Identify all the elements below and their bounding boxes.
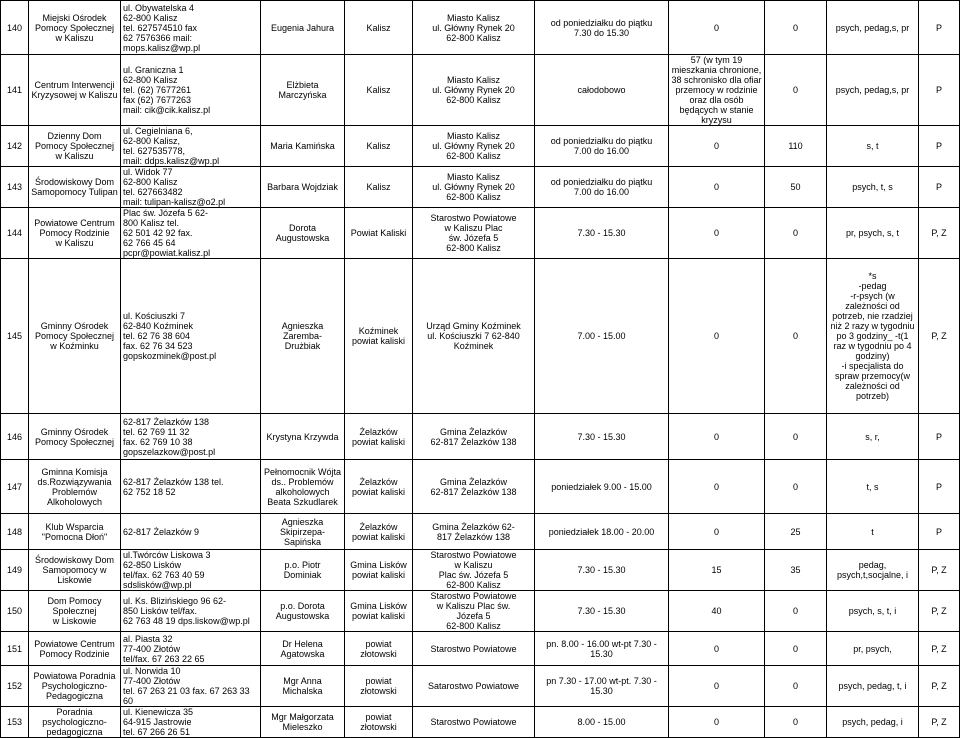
institution-address-cell: ul. Widok 77 62-800 Kalisz tel. 627663482 mail: tulipan-kalisz@o2.pl bbox=[121, 167, 261, 208]
services-cell: pedag, psych,t,socjalne, i bbox=[827, 550, 919, 591]
places-cell: 0 bbox=[669, 707, 765, 738]
opening-hours-cell: 7.30 - 15.30 bbox=[535, 414, 669, 460]
row-number-cell: 142 bbox=[1, 126, 29, 167]
places-cell: 0 bbox=[669, 414, 765, 460]
services-cell: t, s bbox=[827, 460, 919, 514]
table-row bbox=[1, 55, 960, 126]
table-body bbox=[1, 1, 960, 738]
head-person-cell: Agnieszka Zaremba- Drużbiak bbox=[261, 259, 345, 414]
institution-name-cell: Gminny Ośrodek Pomocy Społecznej w Koźminku bbox=[29, 259, 121, 414]
opening-hours-cell: 7.30 - 15.30 bbox=[535, 208, 669, 259]
opening-hours-cell: całodobowo bbox=[535, 55, 669, 126]
row-number-cell: 148 bbox=[1, 514, 29, 550]
places-cell: 15 bbox=[669, 550, 765, 591]
places-cell: 0 bbox=[669, 259, 765, 414]
institution-name-cell: Gminny Ośrodek Pomocy Społecznej bbox=[29, 414, 121, 460]
institution-name-cell: Gminna Komisja ds.Rozwiązywania Problemów Alkoholowych bbox=[29, 460, 121, 514]
area-cell: powiat złotowski bbox=[345, 707, 413, 738]
institution-address-cell: Plac św. Józefa 5 62- 800 Kalisz tel. 62 501 42 92 fax. 62 766 45 64 pcpr@powiat.kalisz.pl bbox=[121, 208, 261, 259]
services-cell: t bbox=[827, 514, 919, 550]
head-person-cell: Barbara Wojdziak bbox=[261, 167, 345, 208]
services-cell: psych, pedag, t, i bbox=[827, 666, 919, 707]
help-type-cell: P bbox=[919, 55, 960, 126]
opening-hours-cell: 7.30 - 15.30 bbox=[535, 550, 669, 591]
head-person-cell: Agnieszka Skipirzepa- Sapińska bbox=[261, 514, 345, 550]
table-row bbox=[1, 167, 960, 208]
row-number-cell: 140 bbox=[1, 1, 29, 55]
governing-body-cell: Satarostwo Powiatowe bbox=[413, 666, 535, 707]
area-cell: Żelazków powiat kaliski bbox=[345, 460, 413, 514]
head-person-cell: Mgr Anna Michalska bbox=[261, 666, 345, 707]
table-row bbox=[1, 514, 960, 550]
row-number-cell: 153 bbox=[1, 707, 29, 738]
table-row bbox=[1, 632, 960, 666]
help-type-cell: P bbox=[919, 460, 960, 514]
extra-count-cell: 50 bbox=[765, 167, 827, 208]
head-person-cell: Maria Kamińska bbox=[261, 126, 345, 167]
governing-body-cell: Starostwo Powiatowe w Kaliszu Plac św. Józefa 5 62-800 Kalisz bbox=[413, 591, 535, 632]
row-number-cell: 145 bbox=[1, 259, 29, 414]
places-cell: 0 bbox=[669, 632, 765, 666]
institution-address-cell: ul.Twórców Liskowa 3 62-850 Lisków tel/fax. 62 763 40 59 sdslisków@wp.pl bbox=[121, 550, 261, 591]
governing-body-cell: Urząd Gminy Koźminek ul. Kościuszki 7 62-840 Koźminek bbox=[413, 259, 535, 414]
extra-count-cell: 0 bbox=[765, 707, 827, 738]
area-cell: Kalisz bbox=[345, 126, 413, 167]
table-row bbox=[1, 707, 960, 738]
places-cell: 0 bbox=[669, 167, 765, 208]
extra-count-cell: 0 bbox=[765, 632, 827, 666]
area-cell: Kalisz bbox=[345, 1, 413, 55]
head-person-cell: Pełnomocnik Wójta ds.. Problemów alkoholowych Beata Szkudlarek bbox=[261, 460, 345, 514]
institution-name-cell: Centrum Interwencji Kryzysowej w Kaliszu bbox=[29, 55, 121, 126]
places-cell: 0 bbox=[669, 666, 765, 707]
places-cell: 0 bbox=[669, 1, 765, 55]
institution-name-cell: Dom Pomocy Społecznej w Liskowie bbox=[29, 591, 121, 632]
extra-count-cell: 0 bbox=[765, 208, 827, 259]
services-cell: psych, s, t, i bbox=[827, 591, 919, 632]
row-number-cell: 141 bbox=[1, 55, 29, 126]
places-cell: 0 bbox=[669, 514, 765, 550]
opening-hours-cell: 7.30 - 15.30 bbox=[535, 591, 669, 632]
table-row bbox=[1, 1, 960, 55]
extra-count-cell: 110 bbox=[765, 126, 827, 167]
help-type-cell: P bbox=[919, 1, 960, 55]
institution-address-cell: ul. Graniczna 1 62-800 Kalisz tel. (62) 7677261 fax (62) 7677263 mail: cik@cik.kalisz.pl bbox=[121, 55, 261, 126]
head-person-cell: p.o. Dorota Augustowska bbox=[261, 591, 345, 632]
extra-count-cell: 0 bbox=[765, 414, 827, 460]
institution-address-cell: ul. Kienewicza 35 64-915 Jastrowie tel. 67 266 26 51 bbox=[121, 707, 261, 738]
institution-address-cell: ul. Kościuszki 7 62-840 Koźminek tel. 62 76 38 604 fax. 62 76 34 523 gopskozminek@post.pl bbox=[121, 259, 261, 414]
table-row bbox=[1, 591, 960, 632]
services-cell: psych, t, s bbox=[827, 167, 919, 208]
area-cell: Koźminek powiat kaliski bbox=[345, 259, 413, 414]
services-cell: pr, psych, bbox=[827, 632, 919, 666]
help-type-cell: P, Z bbox=[919, 550, 960, 591]
row-number-cell: 149 bbox=[1, 550, 29, 591]
opening-hours-cell: poniedziałek 18.00 - 20.00 bbox=[535, 514, 669, 550]
institution-address-cell: 62-817 Żelazków 138 tel. 62 752 18 52 bbox=[121, 460, 261, 514]
extra-count-cell: 0 bbox=[765, 259, 827, 414]
row-number-cell: 150 bbox=[1, 591, 29, 632]
help-type-cell: P, Z bbox=[919, 666, 960, 707]
services-cell: pr, psych, s, t bbox=[827, 208, 919, 259]
area-cell: Kalisz bbox=[345, 55, 413, 126]
services-cell: s, r, bbox=[827, 414, 919, 460]
governing-body-cell: Miasto Kalisz ul. Główny Rynek 20 62-800 Kalisz bbox=[413, 126, 535, 167]
help-type-cell: P, Z bbox=[919, 591, 960, 632]
opening-hours-cell: od poniedziałku do piątku 7.00 do 16.00 bbox=[535, 126, 669, 167]
help-type-cell: P bbox=[919, 414, 960, 460]
services-cell: *s -pedag -r-psych (w zależności od potrzeb, nie rzadziej niż 2 razy w tygodniu po 3 godziny_ -t(1 raz w tygodniu po 4 godziny) -i specjalista do spraw przemocy(w zależności od potrzeb) bbox=[827, 259, 919, 414]
help-type-cell: P, Z bbox=[919, 707, 960, 738]
row-number-cell: 143 bbox=[1, 167, 29, 208]
opening-hours-cell: poniedziałek 9.00 - 15.00 bbox=[535, 460, 669, 514]
opening-hours-cell: pn. 8.00 - 16.00 wt-pt 7.30 - 15.30 bbox=[535, 632, 669, 666]
row-number-cell: 151 bbox=[1, 632, 29, 666]
governing-body-cell: Gmina Żelazków 62-817 Żelazków 138 bbox=[413, 460, 535, 514]
head-person-cell: Dorota Augustowska bbox=[261, 208, 345, 259]
extra-count-cell: 0 bbox=[765, 591, 827, 632]
governing-body-cell: Gmina Żelazków 62-817 Żelazków 138 bbox=[413, 414, 535, 460]
opening-hours-cell: 7.00 - 15.00 bbox=[535, 259, 669, 414]
governing-body-cell: Starostwo Powiatowe w Kaliszu Plac św. Józefa 5 62-800 Kalisz bbox=[413, 550, 535, 591]
institution-address-cell: ul. Norwida 10 77-400 Złotów tel. 67 263 21 03 fax. 67 263 33 60 bbox=[121, 666, 261, 707]
extra-count-cell: 0 bbox=[765, 1, 827, 55]
area-cell: powiat złotowski bbox=[345, 632, 413, 666]
services-cell: psych, pedag, i bbox=[827, 707, 919, 738]
table-row bbox=[1, 259, 960, 414]
institution-name-cell: Środowiskowy Dom Samopomocy w Liskowie bbox=[29, 550, 121, 591]
governing-body-cell: Gmina Żelazków 62- 817 Żelazków 138 bbox=[413, 514, 535, 550]
help-type-cell: P, Z bbox=[919, 259, 960, 414]
extra-count-cell: 35 bbox=[765, 550, 827, 591]
services-cell: psych, pedag,s, pr bbox=[827, 1, 919, 55]
places-cell: 40 bbox=[669, 591, 765, 632]
governing-body-cell: Starostwo Powiatowe bbox=[413, 707, 535, 738]
places-cell: 57 (w tym 19 mieszkania chronione, 38 schronisko dla ofiar przemocy w rodzinie oraz dla osób będących w stanie kryzysu bbox=[669, 55, 765, 126]
area-cell: Powiat Kaliski bbox=[345, 208, 413, 259]
places-cell: 0 bbox=[669, 460, 765, 514]
opening-hours-cell: pn 7.30 - 17.00 wt-pt. 7.30 - 15.30 bbox=[535, 666, 669, 707]
opening-hours-cell: 8.00 - 15.00 bbox=[535, 707, 669, 738]
institution-name-cell: Klub Wsparcia "Pomocna Dłoń" bbox=[29, 514, 121, 550]
help-type-cell: P, Z bbox=[919, 632, 960, 666]
extra-count-cell: 0 bbox=[765, 666, 827, 707]
extra-count-cell: 0 bbox=[765, 460, 827, 514]
institution-address-cell: ul. Ks. Blizińskiego 96 62- 850 Lisków tel/fax. 62 763 48 19 dps.liskow@wp.pl bbox=[121, 591, 261, 632]
row-number-cell: 146 bbox=[1, 414, 29, 460]
institution-address-cell: ul. Obywatelska 4 62-800 Kalisz tel. 627574510 fax 62 7576366 mail: mops.kalisz@wp.pl bbox=[121, 1, 261, 55]
opening-hours-cell: od poniedziałku do piątku 7.30 do 15.30 bbox=[535, 1, 669, 55]
extra-count-cell: 25 bbox=[765, 514, 827, 550]
governing-body-cell: Miasto Kalisz ul. Główny Rynek 20 62-800 Kalisz bbox=[413, 55, 535, 126]
table-row bbox=[1, 666, 960, 707]
governing-body-cell: Miasto Kalisz ul. Główny Rynek 20 62-800 Kalisz bbox=[413, 167, 535, 208]
help-type-cell: P bbox=[919, 167, 960, 208]
help-type-cell: P, Z bbox=[919, 208, 960, 259]
institution-name-cell: Powiatowa Poradnia Psychologiczno- Pedagogiczna bbox=[29, 666, 121, 707]
help-type-cell: P bbox=[919, 126, 960, 167]
opening-hours-cell: od poniedziałku do piątku 7.00 do 16.00 bbox=[535, 167, 669, 208]
extra-count-cell: 0 bbox=[765, 55, 827, 126]
services-cell: psych, pedag,s, pr bbox=[827, 55, 919, 126]
institution-name-cell: Dzienny Dom Pomocy Społecznej w Kaliszu bbox=[29, 126, 121, 167]
head-person-cell: Elżbieta Marczyńska bbox=[261, 55, 345, 126]
head-person-cell: p.o. Piotr Dominiak bbox=[261, 550, 345, 591]
table-row bbox=[1, 208, 960, 259]
row-number-cell: 147 bbox=[1, 460, 29, 514]
table-row bbox=[1, 550, 960, 591]
institution-address-cell: 62-817 Żelazków 138 tel. 62 769 11 32 fax. 62 769 10 38 gopszelazkow@post.pl bbox=[121, 414, 261, 460]
help-type-cell: P bbox=[919, 514, 960, 550]
area-cell: Żelazków powiat kaliski bbox=[345, 514, 413, 550]
table-row bbox=[1, 414, 960, 460]
institution-name-cell: Powiatowe Centrum Pomocy Rodzinie w Kaliszu bbox=[29, 208, 121, 259]
head-person-cell: Eugenia Jahura bbox=[261, 1, 345, 55]
governing-body-cell: Miasto Kalisz ul. Główny Rynek 20 62-800 Kalisz bbox=[413, 1, 535, 55]
area-cell: Gmina Lisków powiat kaliski bbox=[345, 591, 413, 632]
governing-body-cell: Starostwo Powiatowe bbox=[413, 632, 535, 666]
institution-address-cell: al. Piasta 32 77-400 Złotów tel/fax. 67 263 22 65 bbox=[121, 632, 261, 666]
places-cell: 0 bbox=[669, 208, 765, 259]
institution-name-cell: Poradnia psychologiczno- pedagogiczna bbox=[29, 707, 121, 738]
institution-address-cell: 62-817 Żelazków 9 bbox=[121, 514, 261, 550]
area-cell: powiat złotowski bbox=[345, 666, 413, 707]
area-cell: Kalisz bbox=[345, 167, 413, 208]
institution-name-cell: Środowiskowy Dom Samopomocy Tulipan bbox=[29, 167, 121, 208]
institution-name-cell: Miejski Ośrodek Pomocy Społecznej w Kaliszu bbox=[29, 1, 121, 55]
table-row bbox=[1, 460, 960, 514]
area-cell: Gmina Lisków powiat kaliski bbox=[345, 550, 413, 591]
row-number-cell: 144 bbox=[1, 208, 29, 259]
head-person-cell: Krystyna Krzywda bbox=[261, 414, 345, 460]
services-cell: s, t bbox=[827, 126, 919, 167]
institution-name-cell: Powiatowe Centrum Pomocy Rodzinie bbox=[29, 632, 121, 666]
head-person-cell: Dr Helena Agatowska bbox=[261, 632, 345, 666]
institution-address-cell: ul. Cegielniana 6, 62-800 Kalisz, tel. 627535778, mail: ddps.kalisz@wp.pl bbox=[121, 126, 261, 167]
governing-body-cell: Starostwo Powiatowe w Kaliszu Plac św. Józefa 5 62-800 Kalisz bbox=[413, 208, 535, 259]
head-person-cell: Mgr Małgorzata Mieleszko bbox=[261, 707, 345, 738]
table-row bbox=[1, 126, 960, 167]
places-cell: 0 bbox=[669, 126, 765, 167]
area-cell: Żelazków powiat kaliski bbox=[345, 414, 413, 460]
row-number-cell: 152 bbox=[1, 666, 29, 707]
